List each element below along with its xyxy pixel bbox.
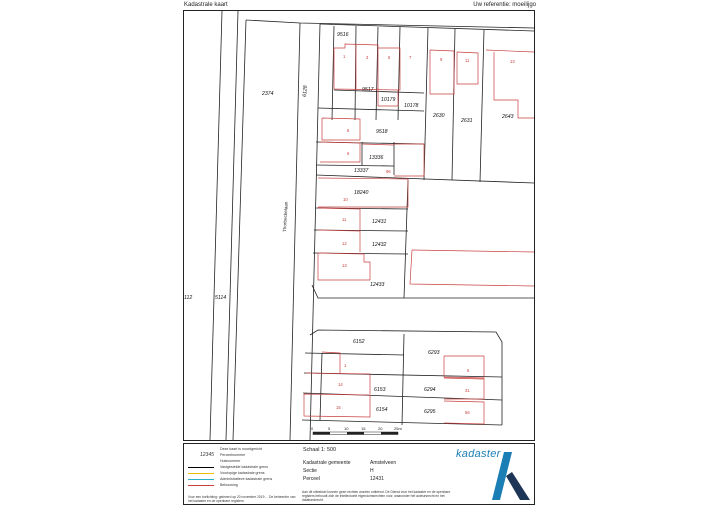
scale-tick: 25m — [394, 426, 402, 431]
house-number: 8 — [347, 128, 350, 133]
field-value-municipality: Amstelveen — [370, 460, 397, 466]
header-right: Uw referentie: moeilijgo — [473, 2, 536, 8]
parcel-number: 12432 — [372, 242, 387, 248]
house-number: 15 — [336, 405, 341, 410]
house-number: 56 — [465, 410, 470, 415]
field-label-parcel: Perceel — [303, 476, 320, 482]
house-number: 6 — [347, 151, 350, 156]
field-value-section: H — [370, 468, 374, 474]
legend-row-provisional: Voorlopige kadastrale grens — [220, 471, 265, 475]
parcel-boundaries — [210, 11, 534, 440]
parcel-number: 9517 — [362, 87, 374, 93]
house-number: 96 — [386, 169, 391, 174]
scale-tick: 0 — [311, 426, 314, 431]
parcel-number: 6293 — [428, 350, 440, 356]
buildings — [304, 44, 534, 424]
house-number: 1 — [343, 54, 346, 59]
parcel-number: 13337 — [354, 168, 369, 174]
legend-row-north: Deze kaart is noordgericht — [220, 447, 262, 451]
street-name: Thorbeckelaan — [282, 201, 289, 233]
parcel-number: 6153 — [374, 387, 386, 393]
scale-text: Schaal 1: 500 — [303, 447, 336, 453]
house-number: 7 — [409, 55, 412, 60]
parcel-number: 18240 — [354, 190, 369, 196]
legend-row-house: Huisnummer — [220, 459, 241, 463]
legend-parcel-sample: 12345 — [200, 452, 214, 458]
parcel-number: 13336 — [369, 155, 384, 161]
house-number: 9 — [440, 57, 443, 62]
house-number: 11 — [465, 58, 470, 63]
field-label-section: Sectie — [303, 468, 317, 474]
legend-swatch-fixed — [188, 467, 214, 468]
legend-swatch-admin — [188, 479, 214, 480]
kadaster-wordmark: kadaster — [456, 448, 501, 460]
scale-bar — [311, 426, 402, 435]
field-label-municipality: Kadastrale gemeente — [303, 460, 351, 466]
house-number: 12 — [342, 241, 347, 246]
house-number: 5 — [467, 368, 470, 373]
legend-row-building: Bebouwing — [220, 483, 238, 487]
header-left: Kadastrale kaart — [184, 2, 228, 8]
house-number: 10 — [343, 197, 348, 202]
house-number: 13 — [342, 263, 347, 268]
parcel-number: 2643 — [502, 114, 514, 120]
house-number: 31 — [465, 388, 470, 393]
parcel-number: 112 — [184, 295, 193, 301]
parcel-number: 6128 — [302, 85, 309, 98]
legend-row-fixed: Vastgestelde kadastrale grens — [220, 465, 269, 469]
parcel-number: 9518 — [376, 129, 388, 135]
parcel-number: 12431 — [372, 219, 387, 225]
parcel-number: 12433 — [370, 282, 385, 288]
house-number: 14 — [338, 382, 343, 387]
scale-tick: 15 — [361, 426, 366, 431]
legend-row-parcel: Perceelnummer — [220, 453, 246, 457]
kadaster-logo-icon — [490, 448, 530, 504]
legend-row-admin: Administratieve kadastrale grens — [220, 477, 273, 481]
parcel-number: 2631 — [461, 118, 473, 124]
legend-box — [183, 443, 535, 505]
house-number: 5 — [388, 55, 391, 60]
parcel-number: 9516 — [337, 32, 349, 38]
house-number: 3 — [366, 55, 369, 60]
house-number: 11 — [342, 217, 347, 222]
scale-tick: 5 — [328, 426, 331, 431]
parcel-number: 6152 — [353, 339, 365, 345]
parcel-number: 6295 — [424, 409, 436, 415]
parcel-number: 6294 — [424, 387, 436, 393]
house-number: 1 — [344, 363, 347, 368]
parcel-number: 5114 — [215, 295, 227, 301]
field-value-parcel: 12431 — [370, 476, 384, 482]
house-number: 13 — [510, 59, 515, 64]
parcel-number: 2630 — [433, 113, 445, 119]
legal-notes: Aan dit uittreksel kunnen geen rechten worden ontleend. De Dienst voor het kadaster en de openbare registers behoudt zich de intellectuele eigendomsrechten voor, waaronder het auteursrecht en het databankrecht. — [302, 490, 451, 502]
parcel-number: 2374 — [262, 91, 274, 97]
legend-footer: Voor een toelichting: geleverd op 20 november 2019 ... De beheerder van het kadaster en de openbare registers — [188, 495, 296, 503]
parcel-number: 10178 — [404, 103, 419, 109]
scale-tick: 20 — [378, 426, 383, 431]
parcel-number: 10179 — [381, 97, 396, 103]
parcel-number: 6154 — [376, 407, 388, 413]
legend-swatch-provisional — [188, 473, 214, 474]
scale-tick: 10 — [344, 426, 349, 431]
legend-swatch-building — [188, 485, 214, 486]
